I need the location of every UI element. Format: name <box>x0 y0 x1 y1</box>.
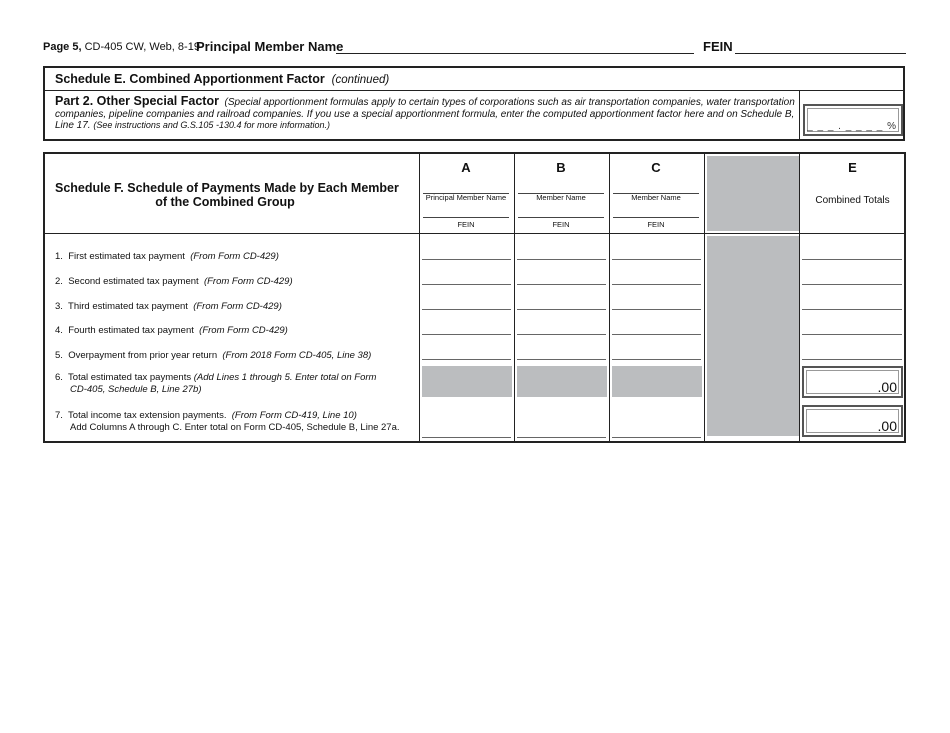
schedule-e-title: Schedule E. Combined Apportionment Factor (continued) <box>55 72 390 86</box>
column-c-letter: C <box>651 160 661 175</box>
row-3-label: 3. Third estimated tax payment (From Form CD-429) <box>55 301 282 312</box>
column-a-letter: A <box>461 160 471 175</box>
column-a-name-label: Principal Member Name <box>425 193 507 202</box>
schedule-f-title: Schedule F. Schedule of Payments Made by Each Member of the Combined Group <box>55 181 399 209</box>
row-4-label: 4. Fourth estimated tax payment (From Form CD-429) <box>55 325 288 336</box>
row-7-label: 7. Total income tax extension payments. (From Form CD-419, Line 10) Add Columns A through C. Enter total on Form CD-405, Schedule B, Line 27a. <box>55 410 400 433</box>
row-6-label: 6. Total estimated tax payments (Add Lines 1 through 5. Enter total on Form CD-405, Schedule B, Line 27b) <box>55 372 377 395</box>
row-5-label: 5. Overpayment from prior year return (From 2018 Form CD-405, Line 38) <box>55 350 372 361</box>
schedule-e-section <box>43 66 905 141</box>
column-c-name-label: Member Name <box>631 193 681 202</box>
apportionment-factor-input[interactable]: _ _ _ . _ _ _ _ % <box>803 104 903 136</box>
row-2-label: 2. Second estimated tax payment (From Form CD-429) <box>55 276 293 287</box>
page-number: Page 5, CD-405 CW, Web, 8-19 <box>43 41 200 53</box>
row-6-total-input[interactable]: .00 <box>802 366 903 398</box>
fein-label: FEIN <box>703 39 733 54</box>
part2-description: Part 2. Other Special Factor (Special apportionment formulas apply to certain types of corporations such as air transportation companies, water transportation companies, pipeline companies and railroad companies. If you use a special apportionment formula, enter the computed apportionment factor here and on Schedule B, Line 17. (See instructions and G.S.105 -130.4 for more information.) <box>55 94 795 131</box>
fein-field[interactable] <box>735 53 906 54</box>
principal-member-name-label: Principal Member Name <box>196 39 344 54</box>
column-c-fein-label: FEIN <box>647 220 665 229</box>
principal-member-name-field[interactable] <box>336 53 694 54</box>
column-e-label: Combined Totals <box>815 195 890 206</box>
row-1-label: 1. First estimated tax payment (From Form CD-429) <box>55 251 279 262</box>
column-b-name-label: Member Name <box>536 193 586 202</box>
schedule-f-table <box>43 152 906 443</box>
column-a-fein-label: FEIN <box>457 220 475 229</box>
column-e-letter: E <box>848 160 857 175</box>
column-b-fein-label: FEIN <box>552 220 570 229</box>
row-7-total-input[interactable]: .00 <box>802 405 903 437</box>
column-b-letter: B <box>556 160 566 175</box>
